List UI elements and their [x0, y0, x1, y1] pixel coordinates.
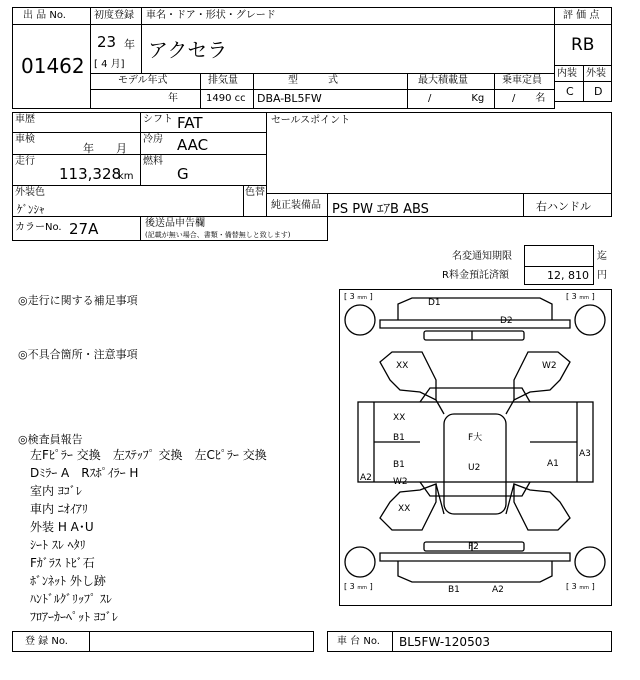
fuel-label: 燃料 — [143, 156, 163, 167]
score-box — [554, 24, 612, 66]
displacement: 1490 cc — [206, 93, 246, 104]
equipment-label-box — [266, 193, 328, 217]
equipment-box — [327, 193, 524, 217]
car-name-label-box — [141, 7, 555, 25]
mark-f2: F2 — [468, 542, 479, 552]
mark-f-large: F大 — [468, 433, 483, 443]
exterior-label-box — [583, 65, 612, 82]
mark-b1-left-2: B1 — [393, 460, 405, 470]
mark-a1: A1 — [547, 459, 559, 469]
lot-no-box — [12, 24, 91, 109]
inspection-value: 年 月 — [83, 142, 127, 155]
color-no-label: カラーNo. — [15, 222, 62, 233]
exterior-grade-box — [583, 81, 612, 102]
ac-box — [140, 132, 267, 155]
tire-tl: [ 3 mm ] — [344, 292, 373, 301]
inspector-note: ﾎﾞﾝﾈｯﾄ 外し跡 — [30, 574, 106, 588]
inspector-note: 車内 ﾆｵｲｱﾘ — [30, 502, 88, 516]
inspector-heading: ◎検査員報告 — [18, 433, 83, 446]
name-change-unit: 迄 — [597, 251, 607, 262]
chassis-no: BL5FW-120503 — [399, 635, 490, 649]
color-no-box — [12, 216, 141, 241]
first-reg-box — [90, 24, 142, 74]
capacity-label: 乗車定員 — [502, 75, 542, 86]
lot-no-label-box — [12, 7, 91, 25]
lot-no: 01462 — [21, 54, 85, 78]
mileage-label: 走行 — [15, 156, 35, 167]
car-name-label: 車名・ドア・形状・グレード — [146, 10, 276, 21]
exterior-color-box — [12, 185, 244, 217]
name-change-box — [524, 245, 594, 267]
inspector-note: 左Fﾋﾟﾗｰ 交換 左ｽﾃｯﾌﾟ 交換 左Cﾋﾟﾗｰ 交換 — [30, 448, 267, 462]
history-label: 車歴 — [15, 114, 35, 125]
shift-box — [140, 112, 267, 133]
type: DBA-BL5FW — [257, 92, 322, 105]
mark-xx-left: XX — [393, 413, 406, 423]
exterior-label: 外装 — [586, 68, 606, 79]
mileage: 113,328 — [59, 165, 122, 183]
first-reg-label: 初度登録 — [94, 10, 134, 21]
mileage-unit: km — [118, 171, 134, 182]
reg-no-box — [89, 631, 314, 652]
car-name-box — [141, 24, 555, 74]
defects-heading: ◎不具合箇所・注意事項 — [18, 348, 138, 361]
ac-label: 冷房 — [143, 134, 163, 145]
mark-d2: D2 — [500, 316, 513, 326]
mark-u2: U2 — [468, 463, 481, 473]
interior-label-box — [554, 65, 584, 82]
first-reg-year: 23 — [97, 33, 117, 51]
max-load-unit: / Kg — [428, 93, 485, 104]
shift-label: シフト — [143, 114, 173, 125]
chassis-label: 車 台 No. — [337, 636, 380, 647]
lot-no-label: 出 品 No. — [23, 10, 66, 21]
color-change-box — [243, 185, 267, 217]
exterior-color: ｹﾞﾝｼｬ — [17, 203, 45, 216]
wheel-top-right — [575, 305, 605, 335]
interior-label: 内装 — [557, 68, 577, 79]
name-change-label: 名変通知期限 — [452, 251, 512, 262]
recycle-box — [524, 266, 594, 285]
score-label: 評 価 点 — [563, 10, 600, 21]
inspector-note: ﾌﾛｱｰｶｰﾍﾟｯﾄ ﾖｺﾞﾚ — [30, 610, 118, 624]
mileage-box — [12, 154, 141, 186]
interior-grade-box — [554, 81, 584, 102]
sales-point-box — [266, 112, 612, 194]
side-view-top — [380, 298, 570, 340]
recycle-unit: 円 — [597, 270, 607, 281]
fuel: G — [177, 165, 189, 183]
first-reg-year-unit: 年 — [124, 38, 135, 51]
mark-d1: D1 — [428, 298, 441, 308]
inspector-note: 室内 ﾖｺﾞﾚ — [30, 484, 82, 498]
steering: 右ハンドル — [536, 200, 591, 213]
chassis-box — [392, 631, 612, 652]
recycle-label: R料金預託済額 — [442, 270, 509, 281]
mark-w2-left: W2 — [393, 477, 408, 487]
mark-b1-bottom: B1 — [448, 585, 460, 595]
sales-point-label: セールスポイント — [271, 115, 351, 126]
mark-xx-top-left: XX — [396, 361, 409, 371]
equipment-label: 純正装備品 — [271, 200, 321, 211]
capacity-unit: / 名 — [512, 93, 546, 104]
inspector-note: Dﾐﾗｰ A Rｽﾎﾟｲﾗｰ H — [30, 466, 139, 480]
inspector-note: ｼｰﾄ ｽﾚ ﾍﾀﾘ — [30, 538, 86, 552]
inspector-note: ﾊﾝﾄﾞﾙｸﾞﾘｯﾌﾟ ｽﾚ — [30, 592, 112, 606]
tire-bl: [ 3 mm ] — [344, 582, 373, 591]
history-box — [12, 112, 141, 133]
type-label: 型 式 — [288, 75, 338, 86]
color-no: 27A — [69, 220, 99, 238]
first-reg-month: [ 4 月] — [94, 59, 125, 70]
wheel-top-left — [345, 305, 375, 335]
interior-grade: C — [566, 85, 574, 98]
inspection-box — [12, 132, 141, 155]
reg-no-label-box — [12, 631, 90, 652]
mark-a2-left: A2 — [360, 473, 372, 483]
ac: AAC — [177, 136, 209, 154]
displacement-label: 排気量 — [208, 75, 238, 86]
car-name: アクセラ — [148, 38, 228, 62]
post-report-box — [140, 216, 328, 241]
mark-a3: A3 — [579, 449, 591, 459]
tire-tr: [ 3 mm ] — [566, 292, 595, 301]
score: RB — [571, 35, 595, 55]
exterior-color-label: 外装色 — [15, 187, 45, 198]
score-label-box — [554, 7, 612, 25]
exterior-grade: D — [594, 85, 603, 98]
recycle-value: 12, 810 — [547, 269, 589, 282]
equipment: PS PW ｴｱB ABS — [332, 202, 429, 217]
color-change-label: 色替 — [245, 187, 265, 198]
fuel-box — [140, 154, 267, 186]
spec-value-row — [90, 89, 555, 109]
steering-box — [523, 193, 612, 217]
car-diagram — [339, 289, 612, 606]
max-load-label: 最大積載量 — [418, 75, 468, 86]
first-reg-label-box — [90, 7, 142, 25]
wheel-bottom-left — [345, 547, 375, 577]
post-report-note: (記載が無い場合、書類・備替無しと致します) — [145, 231, 291, 239]
mark-a2-bottom: A2 — [492, 585, 504, 595]
driving-notes-heading: ◎走行に関する補足事項 — [18, 294, 138, 307]
tire-br: [ 3 mm ] — [566, 582, 595, 591]
inspector-note: 外装 H A･U — [30, 520, 94, 534]
post-report-label: 後送品申告欄 — [145, 218, 205, 229]
model-year-label: モデル年式 — [118, 75, 168, 86]
shift: FAT — [177, 114, 203, 132]
mark-b1-left: B1 — [393, 433, 405, 443]
wheel-bottom-right — [575, 547, 605, 577]
mark-w2-top-right: W2 — [542, 361, 557, 371]
reg-no-label: 登 録 No. — [25, 636, 68, 647]
inspector-note: Fｶﾞﾗｽ ﾄﾋﾞ石 — [30, 556, 95, 570]
inspection-label: 車検 — [15, 134, 35, 145]
model-year-unit: 年 — [168, 93, 178, 104]
mark-xx-bottom-left: XX — [398, 504, 411, 514]
chassis-label-box — [327, 631, 393, 652]
